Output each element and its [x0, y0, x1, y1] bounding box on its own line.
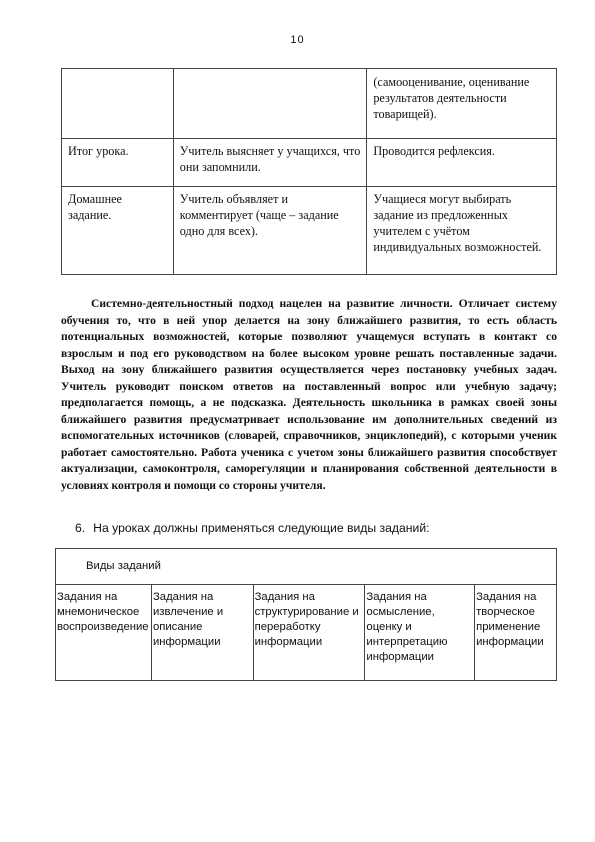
list-text: На уроках должны применяться следующие виды заданий: — [93, 521, 430, 535]
task-type-cell: Задания на осмысление, оценку и интерпретацию информации — [365, 585, 475, 681]
lesson-comparison-table — [61, 68, 557, 275]
table-row — [62, 139, 557, 187]
page-number: 10 — [290, 34, 305, 46]
body-paragraph: Системно-деятельностный подход нацелен на развитие личности. Отличает систему обучения то, что в ней упор делается на зону ближайшего развития, то есть область потенциальных возможностей, которые позволяют учащемуся вступать в контакт со взрослым и под его руководством на более высоком уровне решать поставленные задачи. Выход на зону ближайшего развития осуществляется через постановку учебных задач. Учитель руководит поиском ответов на поставленный вопрос или учебную задачу; предполагается помощь, а не подсказка. Деятельность школьника в рамках своей зоны ближайшего развития предусматривает использование им дополнительных сведений из вспомогательных источников (словарей, справочников, энциклопедий), с которыми ученик работает самостоятельно. Работа ученика с учетом зоны ближайшего развития способствует актуализации, самоконтроля, саморегуляции и планирования собственной деятельности в условиях контроля и помощи со стороны учителя. — [61, 297, 557, 492]
table-cell — [62, 69, 174, 139]
task-type-cell: Задания на структурирование и переработку информации — [253, 585, 365, 681]
table-cell: Учащиеся могут выбирать задание из предложенных учителем с учётом индивидуальных возможностей. — [367, 187, 557, 275]
table-cell — [173, 69, 367, 139]
table-cell: (самооценивание, оценивание результатов деятельности товарищей). — [367, 69, 557, 139]
task-types-table — [55, 548, 557, 681]
task-type-cell: Задания на извлечение и описание информации — [151, 585, 253, 681]
table-row — [56, 585, 557, 681]
table-cell: Итог урока. — [62, 139, 174, 187]
task-type-cell: Задания на мнемоническое воспроизведение — [56, 585, 152, 681]
list-item — [75, 521, 430, 535]
table-row — [62, 187, 557, 275]
table-cell: Домашнее задание. — [62, 187, 174, 275]
table-row — [62, 69, 557, 139]
table-header-row — [56, 549, 557, 585]
table-cell: Проводится рефлексия. — [367, 139, 557, 187]
task-type-cell: Задания на творческое применение информации — [475, 585, 557, 681]
list-number: 6. — [75, 521, 86, 535]
table-cell: Учитель выясняет у учащихся, что они запомнили. — [173, 139, 367, 187]
table-header: Виды заданий — [56, 549, 557, 585]
table-cell: Учитель объявляет и комментирует (чаще – задание одно для всех). — [173, 187, 367, 275]
